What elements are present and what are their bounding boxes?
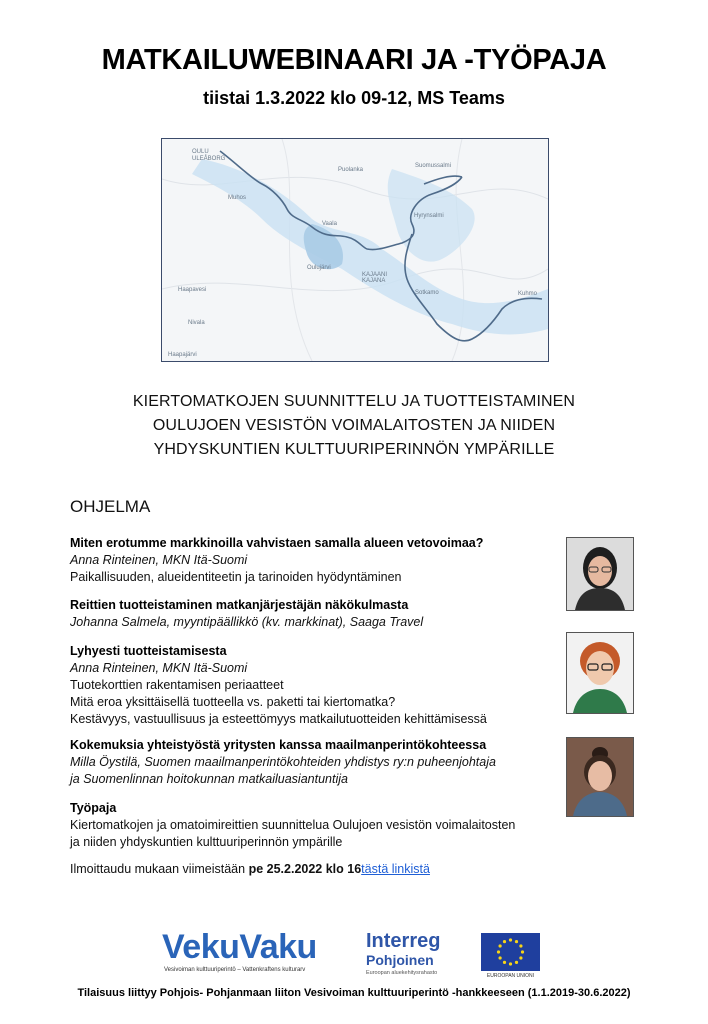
program-item-line: Mitä eroa yksittäisellä tuotteella vs. paketti tai kiertomatka? [70,695,396,709]
registration-deadline: pe 25.2.2022 klo 16 [248,862,362,876]
program-item-title: Lyhyesti tuotteistamisesta [70,644,227,658]
program-item-title: Kokemuksia yhteistyöstä yritysten kanssa maailmanperintökohteessa [70,738,487,752]
map-label: OULU [192,149,209,155]
map-label: Muhos [228,195,247,201]
eu-label: EUROOPAN UNIONI [486,973,535,979]
registration-text: Ilmoittaudu mukaan viimeistään [70,862,246,876]
program-item-speaker: Milla Öystilä, Suomen maailmanperintökohteiden yhdistys ry:n puheenjohtaja [70,755,496,769]
program-item-line: Tuotekorttien rakentamisen periaatteet [70,678,284,692]
event-date: tiistai 1.3.2022 klo 09-12, MS Teams [203,88,505,108]
footer-note: Tilaisuus liittyy Pohjois- Pohjanmaan liiton Vesivoiman kulttuuriperintö -hankkeeseen (1.1.2019-30.6.2022) [77,987,631,999]
map-label: Oulujärvi [307,265,331,271]
interreg-logo: Interreg [366,930,441,952]
portrait-image [567,538,633,610]
program-item-speaker: ja Suomenlinnan hoitokunnan matkailuasiantuntija [70,772,348,786]
program-item [70,597,550,631]
map-label: Sotkamo [415,290,439,296]
eu-stars-icon [481,933,540,971]
program-item-speaker: Johanna Salmela, myyntipäällikkö (kv. markkinat), Saaga Travel [70,615,424,629]
map-label: ULEÅBORG [192,156,226,162]
vekuvaku-logo: VekuVaku [162,928,317,966]
route-map [161,138,549,362]
map-label: Vaala [322,221,337,227]
program-title: OHJELMA [70,497,151,516]
heading-line: KIERTOMATKOJEN SUUNNITTELU JA TUOTTEISTAMINEN [132,393,576,410]
program-item-line: ja niiden yhdyskuntien kulttuuriperinnön ympärille [70,835,343,849]
program-item-line: Kiertomatkojen ja omatoimireittien suunnittelua Oulujoen vesistön voimalaitosten [70,818,516,832]
map-label: Haapajärvi [168,352,197,358]
map-label: KAJANA [362,278,386,284]
program-item [70,800,550,851]
portrait-image [567,633,633,713]
map-label: Haapavesi [178,287,207,293]
program-item-title: Työpaja [70,801,117,815]
map-label: Hyrynsalmi [414,213,444,219]
program-item-line: Kestävyys, vastuullisuus ja esteettömyys matkailutuotteiden kehittämisessä [70,712,487,726]
map-label: Suomussalmi [415,163,452,169]
interreg-program-name: Pohjoinen [366,952,434,968]
registration-line [70,862,430,876]
program-item-line: Paikallisuuden, alueidentiteetin ja tarinoiden hyödyntäminen [70,570,402,584]
registration-link[interactable]: tästä linkistä [361,862,430,876]
heading-line: OULUJOEN VESISTÖN VOIMALAITOSTEN JA NIIDEN [152,417,556,434]
eu-flag-icon [481,933,540,971]
speaker-photo [566,537,634,611]
map-label: Nivala [188,320,205,326]
program-item [70,643,550,728]
portrait-image [567,738,633,816]
heading-line: YHDYSKUNTIEN KULTTUURIPERINNÖN YMPÄRILLE [153,441,555,458]
program-item [70,535,550,586]
document-title: MATKAILUWEBINAARI JA -TYÖPAJA [101,44,607,76]
map-label: Puolanka [338,167,364,173]
program-item-title: Reittien tuotteistaminen matkanjärjestäjän näkökulmasta [70,598,409,612]
map-label: KAJAANI [362,272,388,278]
eu-fund-name: Euroopan aluekehitysrahasto [366,970,438,976]
speaker-photo [566,632,634,714]
route-map-image [162,139,548,361]
speaker-photo [566,737,634,817]
program-item-speaker: Anna Rinteinen, MKN Itä-Suomi [70,661,248,675]
vekuvaku-tagline: Vesivoiman kulttuuriperintö – Vattenkraftens kulturarv [164,967,306,973]
map-label: Kuhmo [518,291,538,297]
program-item-title: Miten erotumme markkinoilla vahvistaen samalla alueen vetovoimaa? [70,536,484,550]
program-item [70,737,550,788]
program-heading [60,390,648,462]
program-item-speaker: Anna Rinteinen, MKN Itä-Suomi [70,553,248,567]
